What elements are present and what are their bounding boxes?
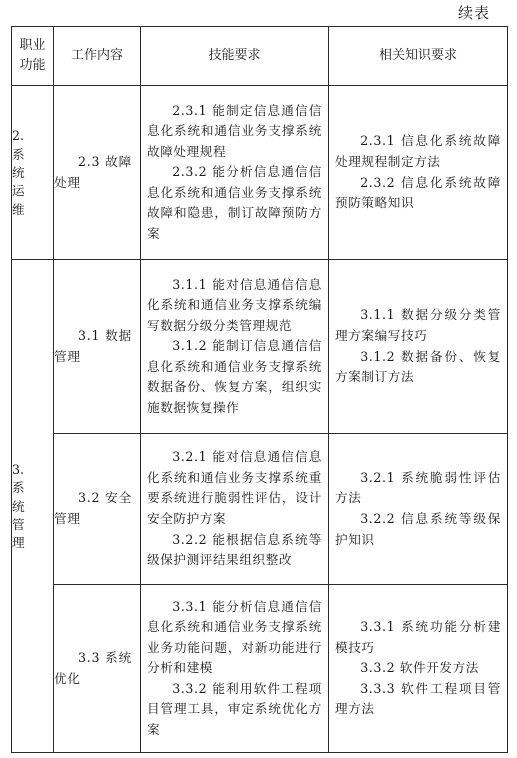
function-cell (12, 260, 54, 753)
knowledge-item: 3.2.2 信息系统等级保护知识 (335, 511, 501, 547)
knowledge-item: 3.1.2 数据备份、恢复方案制订方法 (335, 348, 501, 385)
skill-item: 2.3.1 能制定信息通信信息化系统和通信业务支撑系统故障处理规程 (147, 102, 322, 159)
work-cell (54, 260, 141, 434)
work-num: 2.3 故障 (77, 153, 132, 169)
work-num: 3.1 数据 (77, 327, 132, 343)
skill-item: 3.2.2 能根据信息系统等级保护测评结果组织整改 (147, 531, 322, 568)
function-name: 系统运维 (12, 146, 25, 217)
table-row (12, 585, 508, 753)
skill-item: 3.3.1 能分析信息通信信息化系统和通信业务支撑系统业务功能问题，对新功能进行分析和建模 (147, 598, 322, 676)
skill-item: 2.3.2 能分析信息通信信息化系统和通信业务支撑系统故障和隐患，制订故障预防方案 (147, 164, 322, 241)
work-cell (54, 434, 141, 585)
skill-cell (141, 585, 329, 753)
table-row (12, 86, 508, 260)
continued-label: 续表 (458, 4, 491, 22)
knowledge-item: 2.3.1 信息化系统故障处理规程制定方法 (335, 133, 501, 169)
work-cell (54, 86, 141, 260)
function-name: 系统管理 (12, 480, 25, 550)
skill-cell (141, 260, 329, 434)
function-num: 3. (12, 461, 25, 477)
header-function: 职业 功能 (12, 27, 54, 86)
header-work: 工作内容 (54, 27, 141, 86)
header-skill: 技能要求 (141, 27, 329, 86)
work-cell (54, 585, 141, 753)
knowledge-item: 3.3.2 软件开发方法 (360, 660, 479, 676)
skill-item: 3.3.2 能利用软件工程项目管理工具，审定系统优化方案 (147, 680, 322, 737)
work-num: 3.3 系统 (77, 649, 132, 665)
work-name: 处理 (54, 174, 81, 190)
knowledge-cell (329, 434, 508, 585)
work-num: 3.2 安全 (77, 490, 132, 506)
skill-item: 3.1.1 能对信息通信信息化系统和通信业务支撑系统编写数据分级分类管理规范 (147, 276, 322, 333)
knowledge-cell (329, 86, 508, 260)
skills-table (11, 26, 508, 753)
table-header-row (12, 27, 508, 86)
skill-cell (141, 86, 329, 260)
header-knowledge: 相关知识要求 (329, 27, 508, 86)
function-num: 2. (12, 128, 25, 144)
table-row (12, 434, 508, 585)
knowledge-item: 3.2.1 系统脆弱性评估方法 (335, 469, 501, 506)
knowledge-cell (329, 585, 508, 753)
skill-cell (141, 434, 329, 585)
knowledge-cell (329, 260, 508, 434)
table-row (12, 260, 508, 434)
work-name: 优化 (54, 670, 81, 686)
work-name: 管理 (54, 348, 81, 364)
knowledge-item: 3.3.1 系统功能分析建模技巧 (335, 619, 501, 655)
work-name: 管理 (54, 511, 81, 526)
knowledge-item: 3.1.1 数据分级分类管理方案编写技巧 (335, 307, 501, 343)
skill-item: 3.2.1 能对信息通信信息化系统和通信业务支撑系统重要系统进行脆弱性评估，设计安全防护方案 (147, 449, 322, 526)
skill-item: 3.1.2 能制订信息通信信息化系统和通信业务支撑系统数据备份、恢复方案，组织实施数据恢复操作 (147, 338, 322, 415)
knowledge-item: 2.3.2 信息化系统故障预防策略知识 (335, 174, 501, 211)
function-cell (12, 86, 54, 260)
knowledge-item: 3.3.3 软件工程项目管理方法 (335, 680, 501, 717)
